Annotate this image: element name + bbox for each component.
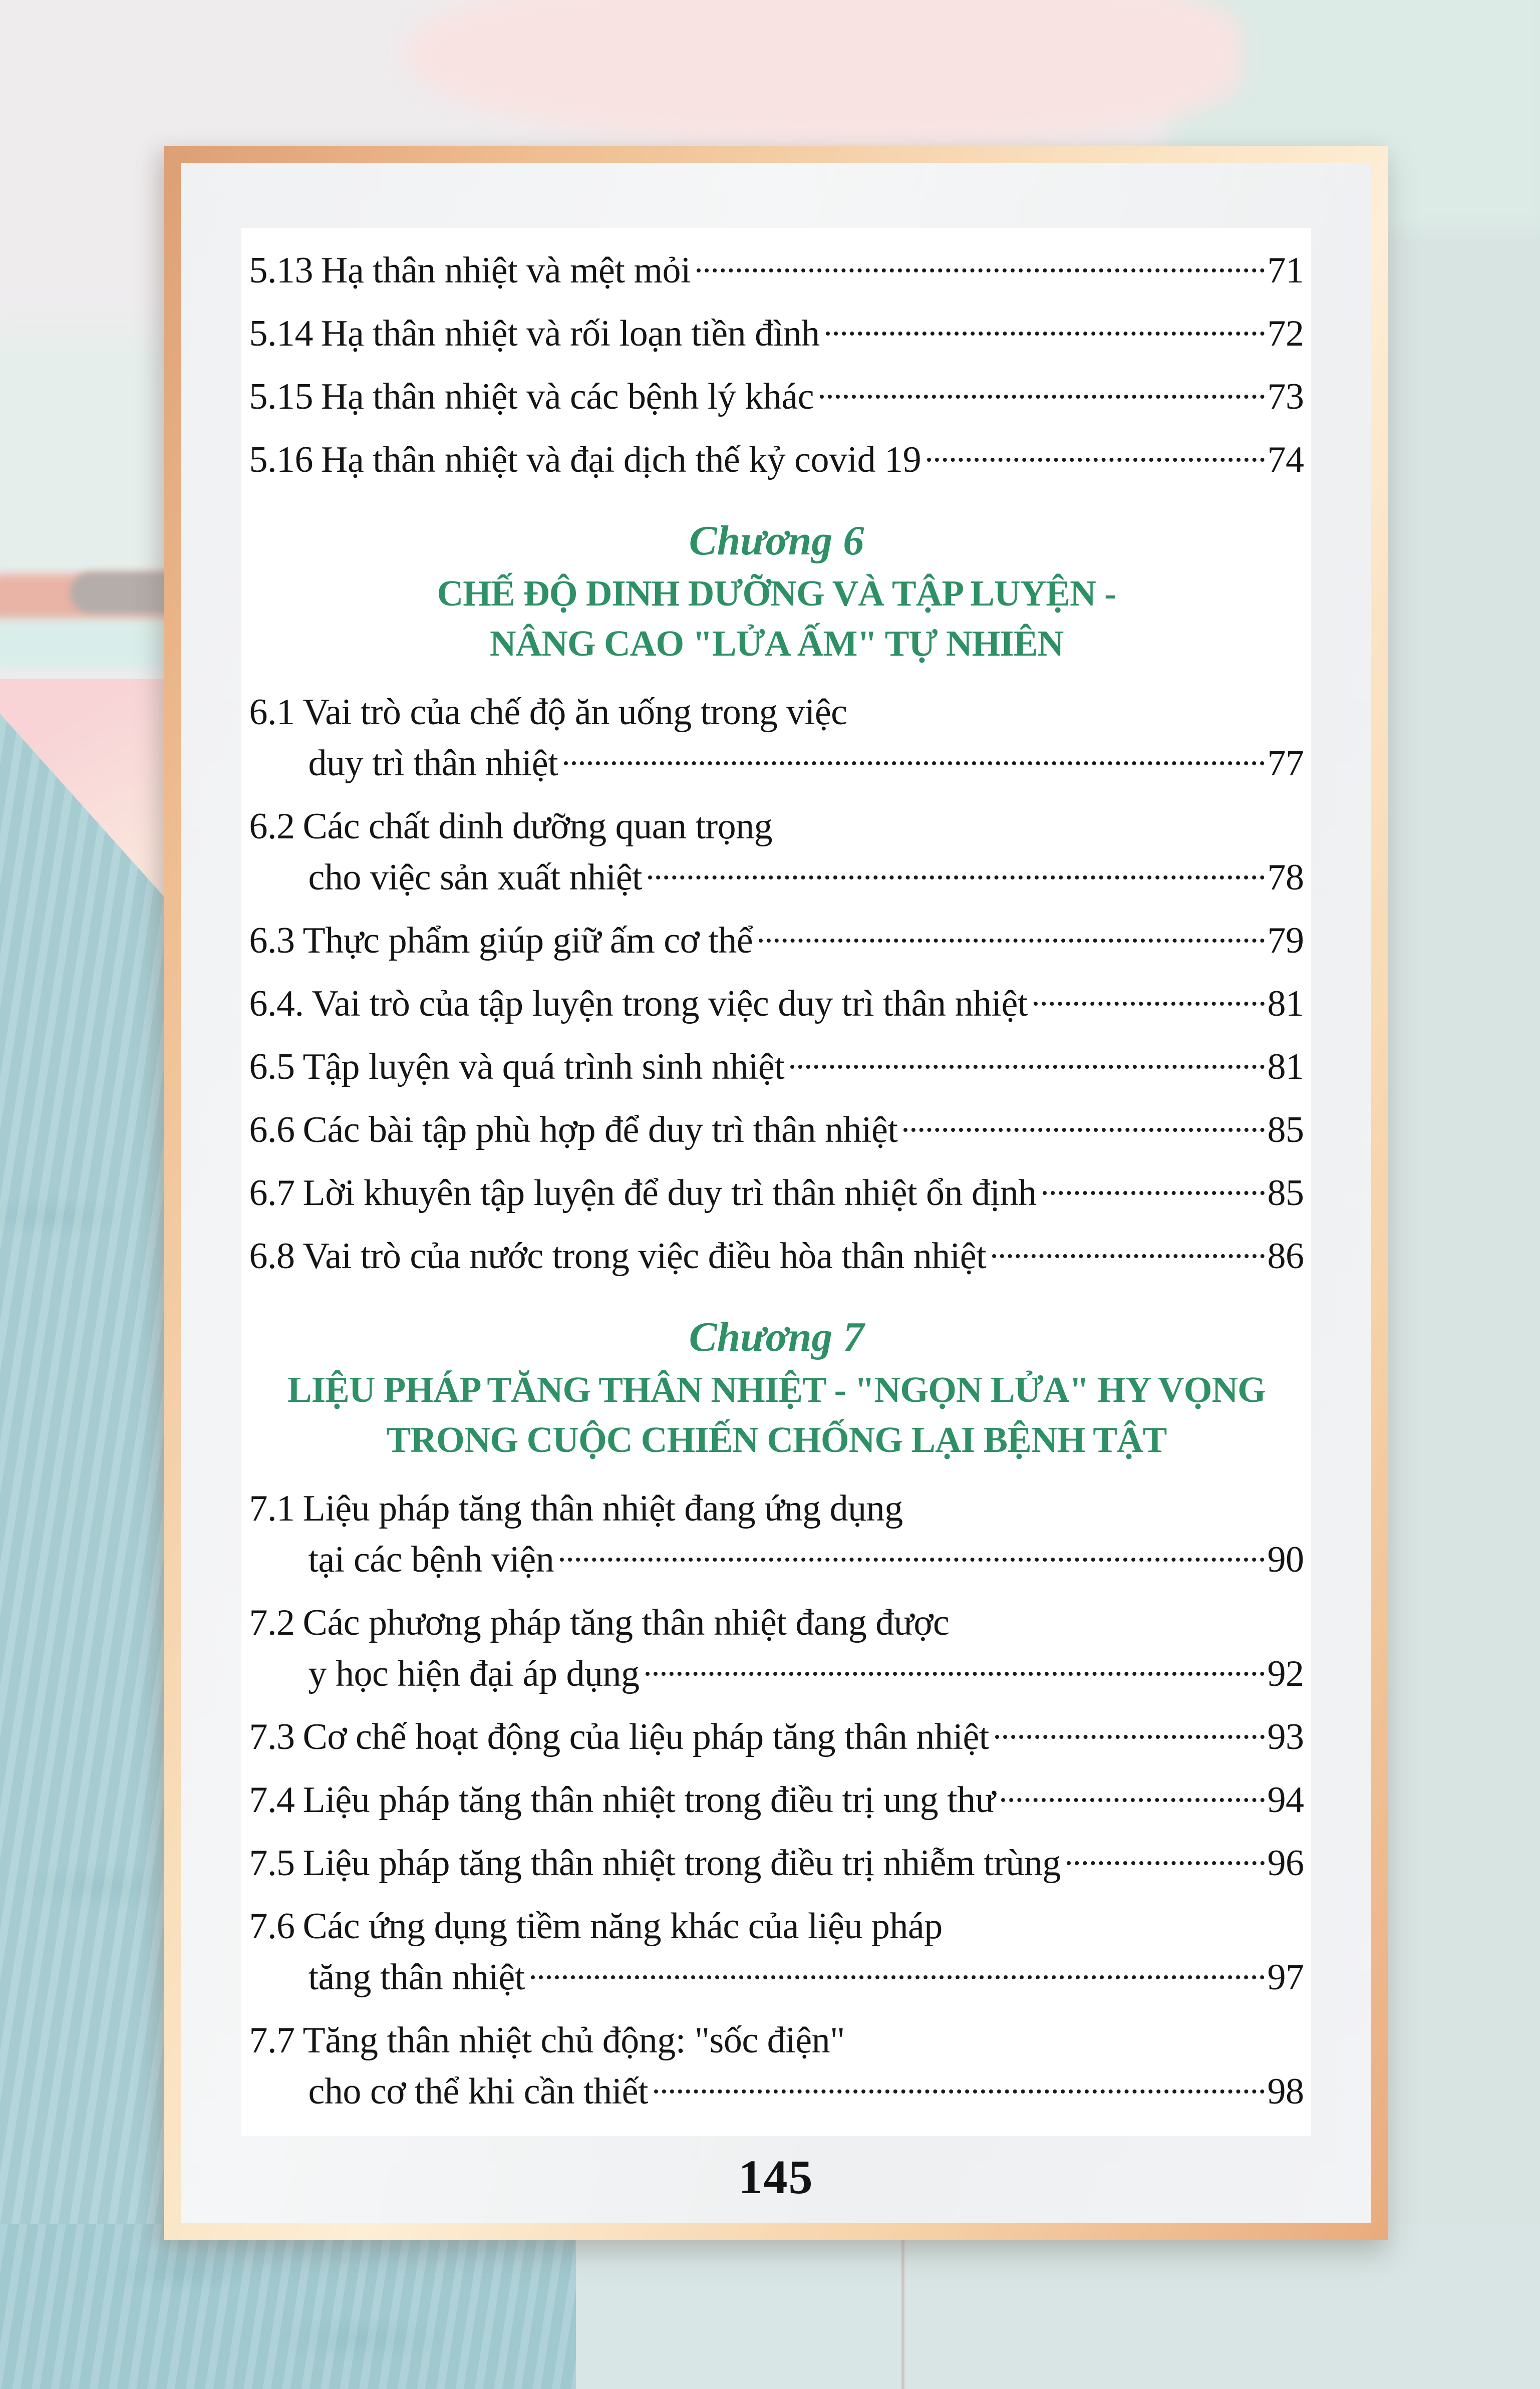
- entry-line: [249, 434, 1304, 485]
- entry-title-continued: y học hiện đại áp dụng: [308, 1653, 640, 1694]
- entry-title: Các phương pháp tăng thân nhiệt đang được: [302, 1602, 950, 1643]
- entry-number: 7.2: [249, 1602, 295, 1643]
- entry-line: [249, 308, 1304, 359]
- chapter-title-line: TRONG CUỘC CHIẾN CHỐNG LẠI BỆNH TẬT: [386, 1419, 1167, 1460]
- entry-number: 7.7: [249, 2020, 295, 2061]
- entry-line: [249, 801, 1304, 852]
- toc-entry: [249, 1711, 1304, 1762]
- entry-line-2: [249, 1952, 1304, 2003]
- entry-page: 81: [1267, 983, 1304, 1024]
- entry-line: [249, 1838, 1304, 1889]
- entry-line: [249, 2015, 1304, 2066]
- chapter-title-line: NÂNG CAO "LỬA ẤM" TỰ NHIÊN: [489, 623, 1064, 664]
- entry-page: 98: [1267, 2071, 1304, 2112]
- entry-line: [249, 1167, 1304, 1219]
- entry-title: Các bài tập phù hợp để duy trì thân nhiệt: [302, 1109, 898, 1150]
- entry-page: 90: [1267, 1539, 1304, 1580]
- entry-title-continued: cho cơ thể khi cần thiết: [308, 2071, 648, 2112]
- entry-line: [249, 978, 1304, 1029]
- entry-line-2: [249, 738, 1304, 789]
- toc-entry: [249, 1231, 1304, 1282]
- entry-page: 85: [1267, 1109, 1304, 1150]
- entry-page: 85: [1267, 1172, 1304, 1214]
- bg-bottom-center-band: [576, 2224, 906, 2389]
- entry-page: 97: [1267, 1957, 1304, 1998]
- entry-title: Cơ chế hoạt động của liệu pháp tăng thân nhiệt: [302, 1716, 989, 1757]
- entry-title: Liệu pháp tăng thân nhiệt đang ứng dụng: [302, 1488, 903, 1529]
- entry-title: Vai trò của nước trong việc điều hòa thân nhiệt: [302, 1236, 987, 1277]
- entry-title: Các ứng dụng tiềm năng khác của liệu pháp: [302, 1906, 943, 1947]
- bg-right-teal-wash: [1372, 0, 1540, 2389]
- entry-number: 6.2: [249, 806, 295, 847]
- entry-line-2: [249, 2066, 1304, 2117]
- entry-line-2: [249, 1534, 1304, 1585]
- entry-page: 73: [1267, 376, 1304, 417]
- toc-entry: [249, 915, 1304, 966]
- bg-bottom-teal-wash: [0, 2224, 598, 2389]
- entry-title: Hạ thân nhiệt và đại dịch thế kỷ covid 19: [321, 439, 921, 480]
- entry-line: [249, 1231, 1304, 1282]
- entry-page: 86: [1267, 1236, 1304, 1277]
- toc-entry: [249, 978, 1304, 1029]
- toc-entry: [249, 434, 1304, 485]
- entry-page: 93: [1267, 1716, 1304, 1757]
- bg-vertical-seam-line: [901, 2230, 904, 2389]
- entry-number: 5.14: [249, 313, 313, 354]
- entry-title: Hạ thân nhiệt và các bệnh lý khác: [321, 376, 814, 417]
- entry-number: 6.6: [249, 1109, 295, 1150]
- toc-entry: [249, 1774, 1304, 1826]
- entry-page: 79: [1267, 920, 1304, 961]
- entry-page: 96: [1267, 1843, 1304, 1884]
- toc-entry: [249, 1901, 1304, 2003]
- entry-number: 6.8: [249, 1236, 295, 1277]
- entry-title-continued: duy trì thân nhiệt: [308, 743, 558, 784]
- entry-title: Liệu pháp tăng thân nhiệt trong điều trị ung thư: [302, 1779, 996, 1821]
- page-number: 145: [738, 2150, 814, 2204]
- entry-line: [249, 1104, 1304, 1155]
- entry-number: 6.3: [249, 920, 295, 961]
- photo-frame-border: [164, 146, 1388, 2240]
- entry-title: Tăng thân nhiệt chủ động: "sốc điện": [302, 2020, 845, 2061]
- entry-title-continued: tăng thân nhiệt: [308, 1957, 525, 1998]
- toc-entry: [249, 371, 1304, 422]
- toc-entry: [249, 801, 1304, 903]
- entry-number: 5.15: [249, 376, 313, 417]
- entry-line: [249, 371, 1304, 422]
- entry-number: 5.13: [249, 250, 313, 291]
- entry-number: 7.3: [249, 1716, 295, 1757]
- toc-entry: [249, 245, 1304, 296]
- entry-page: 72: [1267, 313, 1304, 354]
- entry-title: Thực phẩm giúp giữ ấm cơ thể: [302, 920, 753, 961]
- entry-number: 6.4.: [249, 983, 304, 1024]
- entry-number: 7.1: [249, 1488, 295, 1529]
- entry-line: [249, 1597, 1304, 1648]
- entry-page: 94: [1267, 1779, 1304, 1821]
- entry-number: 7.6: [249, 1906, 295, 1947]
- entry-page: 77: [1267, 743, 1304, 784]
- entry-title-continued: tại các bệnh viện: [308, 1539, 554, 1580]
- entry-line: [249, 1041, 1304, 1092]
- entry-page: 71: [1267, 250, 1304, 291]
- toc-entry: [249, 1041, 1304, 1092]
- content-card: [181, 163, 1371, 2223]
- entry-page: 74: [1267, 439, 1304, 480]
- entry-number: 5.16: [249, 439, 313, 480]
- entry-title: Tập luyện và quá trình sinh nhiệt: [302, 1046, 785, 1087]
- bg-top-pink-wash: [406, 0, 1242, 145]
- bg-left-teal-wash: [0, 714, 165, 2389]
- toc-entry: [249, 1838, 1304, 1889]
- entry-line: [249, 1901, 1304, 1952]
- chapter-title-line: LIỆU PHÁP TĂNG THÂN NHIỆT - "NGỌN LỬA" HY VỌNG: [287, 1369, 1266, 1410]
- toc-entry: [249, 687, 1304, 789]
- toc-sheet: [241, 228, 1311, 2136]
- entry-number: 7.5: [249, 1843, 295, 1884]
- entry-number: 7.4: [249, 1779, 295, 1821]
- toc-entry: [249, 1167, 1304, 1219]
- toc-entry: [249, 1104, 1304, 1155]
- entry-title: Vai trò của chế độ ăn uống trong việc: [302, 692, 847, 733]
- entry-line: [249, 1774, 1304, 1826]
- entry-title: Hạ thân nhiệt và rối loạn tiền đình: [321, 313, 820, 354]
- toc-entry: [249, 1483, 1304, 1585]
- toc-entry: [249, 1597, 1304, 1699]
- chapter-kicker: Chương 7: [689, 1314, 864, 1360]
- entry-number: 6.5: [249, 1046, 295, 1087]
- entry-number: 6.1: [249, 692, 295, 733]
- entry-line: [249, 1711, 1304, 1762]
- bg-bottom-right-wash: [904, 2224, 1540, 2389]
- entry-title-continued: cho việc sản xuất nhiệt: [308, 857, 643, 898]
- chapter-title-line: CHẾ ĐỘ DINH DƯỠNG VÀ TẬP LUYỆN -: [437, 573, 1116, 614]
- entry-title: Các chất dinh dưỡng quan trọng: [302, 806, 773, 847]
- entry-title: Liệu pháp tăng thân nhiệt trong điều trị nhiễm trùng: [302, 1843, 1061, 1884]
- entry-line-2: [249, 1648, 1304, 1699]
- entry-title: Lời khuyên tập luyện để duy trì thân nhiệt ổn định: [302, 1172, 1037, 1214]
- entry-number: 6.7: [249, 1172, 295, 1214]
- chapter-kicker: Chương 6: [689, 517, 864, 564]
- entry-line: [249, 245, 1304, 296]
- entry-page: 92: [1267, 1653, 1304, 1694]
- entry-title: Hạ thân nhiệt và mệt mỏi: [321, 250, 691, 291]
- chapter-heading: [249, 1310, 1304, 1465]
- toc-entry: [249, 308, 1304, 359]
- chapter-heading: [249, 513, 1304, 669]
- entry-page: 81: [1267, 1046, 1304, 1087]
- entry-line: [249, 915, 1304, 966]
- entry-line-2: [249, 852, 1304, 903]
- entry-line: [249, 687, 1304, 738]
- toc-entry: [249, 2015, 1304, 2117]
- entry-title: Vai trò của tập luyện trong việc duy trì thân nhiệt: [312, 983, 1028, 1024]
- entry-page: 78: [1267, 857, 1304, 898]
- bg-left-mint-blob: [0, 331, 185, 601]
- entry-line: [249, 1483, 1304, 1534]
